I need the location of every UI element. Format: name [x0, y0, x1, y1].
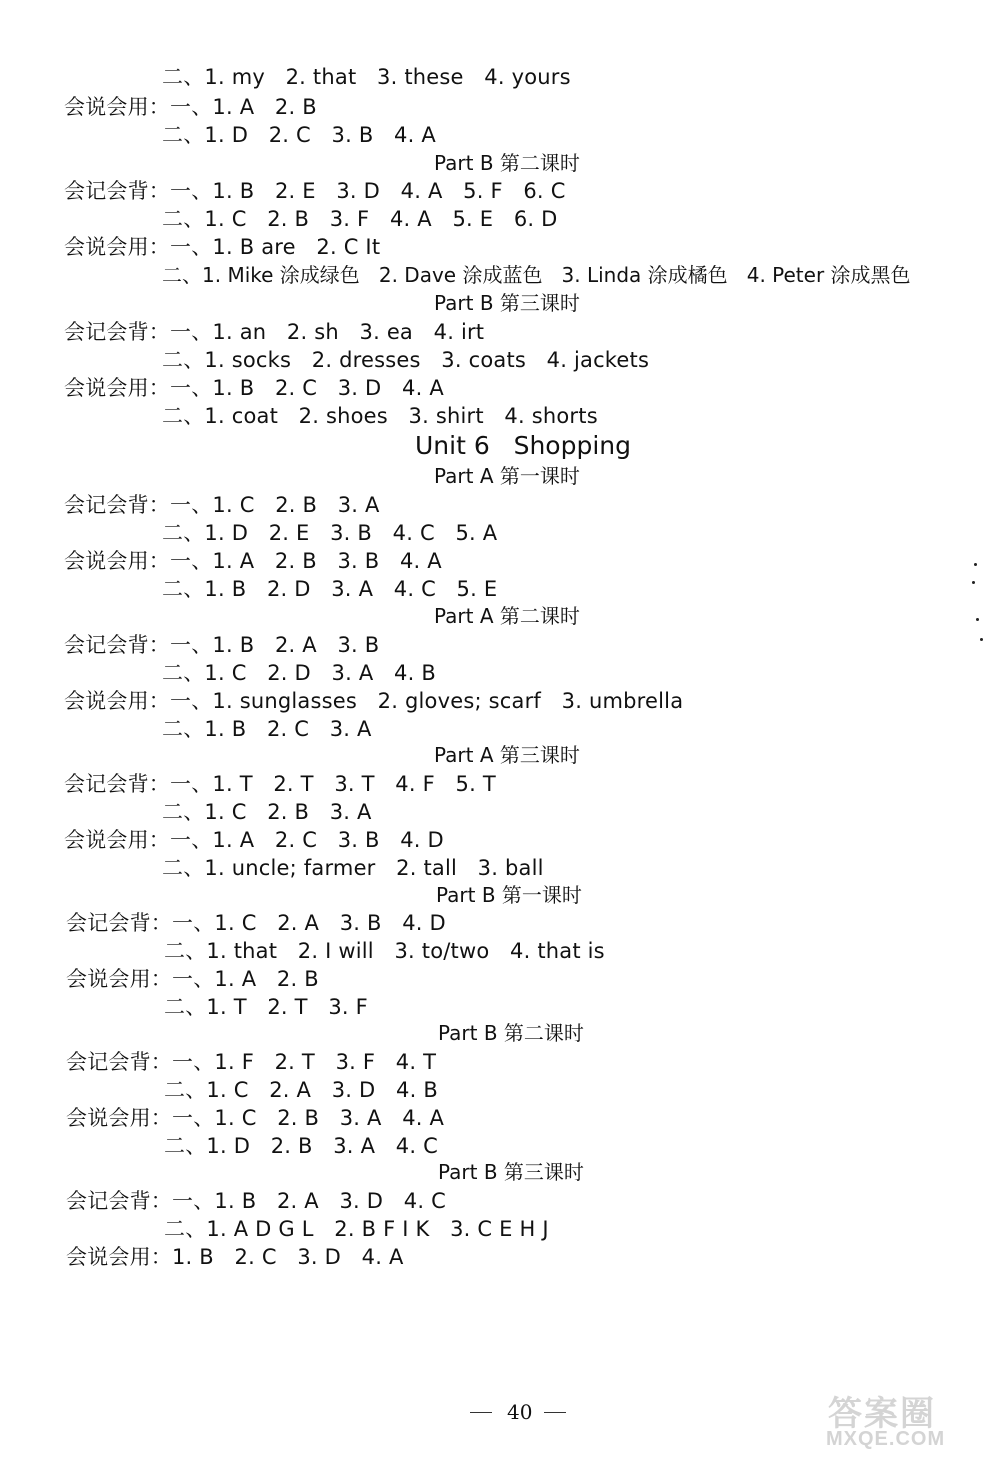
answer-line: 二、1. C 2. A 3. D 4. B: [164, 1078, 438, 1102]
margin-speck: [974, 563, 977, 566]
answer-line: 会记会背：一、1. C 2. A 3. B 4. D: [66, 911, 446, 935]
answer-line: 二、1. B 2. D 3. A 4. C 5. E: [162, 577, 498, 601]
answer-line: 会记会背：一、1. B 2. A 3. B: [64, 633, 380, 657]
answer-line: 二、1. Mike 涂成绿色 2. Dave 涂成蓝色 3. Linda 涂成橘色 4. Peter 涂成黑色: [162, 263, 911, 287]
answer-line: 二、1. B 2. C 3. A: [162, 717, 372, 741]
unit-title: Unit 6 Shopping: [415, 431, 631, 460]
answer-line: 二、1. coat 2. shoes 3. shirt 4. shorts: [162, 404, 598, 428]
page-number: 40: [507, 1400, 533, 1424]
answer-line: 会说会用：一、1. A 2. B: [64, 95, 317, 119]
section-heading: Part B 第二课时: [434, 151, 580, 175]
answer-line: 会说会用：一、1. B 2. C 3. D 4. A: [64, 376, 444, 400]
answer-line: 二、1. D 2. E 3. B 4. C 5. A: [162, 521, 498, 545]
answer-line: 会说会用：一、1. B are 2. C It: [64, 235, 381, 259]
answer-line: 会说会用：一、1. A 2. C 3. B 4. D: [64, 828, 444, 852]
answer-line: 二、1. T 2. T 3. F: [164, 995, 368, 1019]
section-heading: Part A 第二课时: [434, 604, 580, 628]
answer-line: 二、1. A D G L 2. B F I K 3. C E H J: [164, 1217, 549, 1241]
answer-line: 二、1. my 2. that 3. these 4. yours: [162, 65, 571, 89]
answer-line: 二、1. C 2. D 3. A 4. B: [162, 661, 436, 685]
answer-line: 二、1. uncle; farmer 2. tall 3. ball: [162, 856, 544, 880]
page-number-dash: [470, 1412, 492, 1413]
page-number-dash: [544, 1412, 566, 1413]
answer-line: 会说会用：1. B 2. C 3. D 4. A: [66, 1245, 404, 1269]
margin-speck: [980, 638, 983, 641]
answer-line: 会说会用：一、1. A 2. B 3. B 4. A: [64, 549, 442, 573]
answer-line: 二、1. D 2. B 3. A 4. C: [164, 1134, 438, 1158]
answer-line: 二、1. that 2. I will 3. to/two 4. that is: [164, 939, 605, 963]
watermark-site: MXQE.COM: [826, 1428, 946, 1450]
margin-speck: [976, 618, 979, 621]
answer-line: 二、1. D 2. C 3. B 4. A: [162, 123, 436, 147]
section-heading: Part A 第三课时: [434, 743, 580, 767]
answer-line: 会说会用：一、1. A 2. B: [66, 967, 319, 991]
answer-line: 二、1. C 2. B 3. F 4. A 5. E 6. D: [162, 207, 558, 231]
answer-line: 会记会背：一、1. F 2. T 3. F 4. T: [66, 1050, 437, 1074]
answer-line: 会记会背：一、1. T 2. T 3. T 4. F 5. T: [64, 772, 496, 796]
margin-speck: [972, 581, 975, 584]
answer-line: 会说会用：一、1. C 2. B 3. A 4. A: [66, 1106, 445, 1130]
section-heading: Part B 第二课时: [438, 1021, 584, 1045]
answer-line: 会说会用：一、1. sunglasses 2. gloves; scarf 3. umbrella: [64, 689, 684, 713]
watermark-logo: 答案圈: [828, 1395, 936, 1433]
section-heading: Part B 第三课时: [434, 291, 580, 315]
answer-line: 会记会背：一、1. C 2. B 3. A: [64, 493, 380, 517]
section-heading: Part B 第三课时: [438, 1160, 584, 1184]
answer-line: 会记会背：一、1. B 2. E 3. D 4. A 5. F 6. C: [64, 179, 566, 203]
answer-line: 会记会背：一、1. B 2. A 3. D 4. C: [66, 1189, 446, 1213]
answer-line: 二、1. C 2. B 3. A: [162, 800, 372, 824]
section-heading: Part A 第一课时: [434, 464, 580, 488]
answer-line: 会记会背：一、1. an 2. sh 3. ea 4. irt: [64, 320, 485, 344]
section-heading: Part B 第一课时: [436, 883, 582, 907]
answer-line: 二、1. socks 2. dresses 3. coats 4. jackets: [162, 348, 650, 372]
